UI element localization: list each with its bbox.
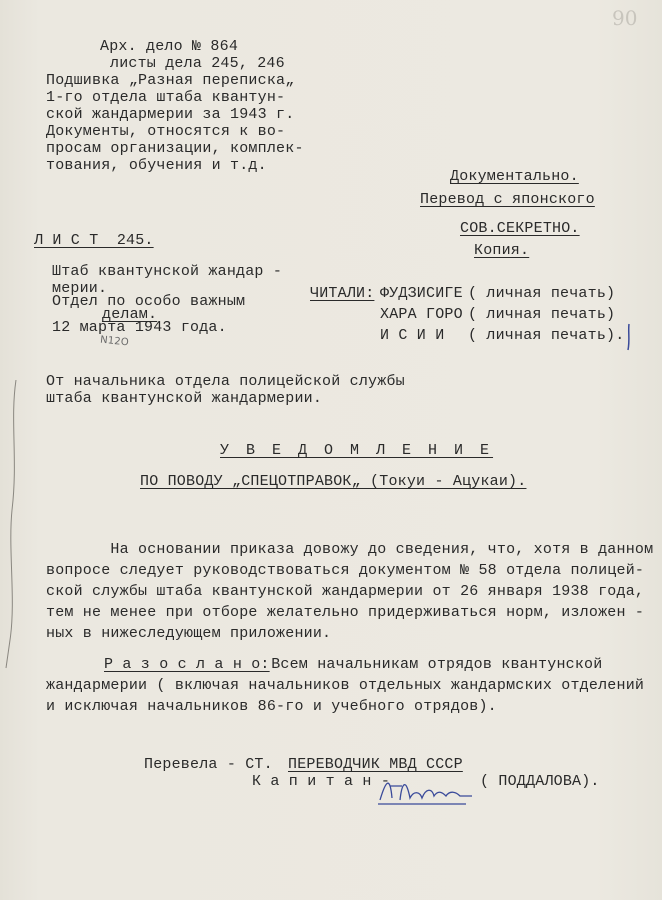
archive-line: ской жандармерии за 1943 г. <box>46 106 295 123</box>
body-line: тем не менее при отборе желательно придерживаться норм, изложен - <box>46 604 645 621</box>
notice-subtitle: ПО ПОВОДУ „СПЕЦОТПРАВОК„ (Токуи - Ацукаи). <box>140 473 527 490</box>
body-line: ской службы штаба квантунской жандармерии от 26 января 1938 года, <box>46 583 645 600</box>
signature <box>376 770 476 810</box>
distribution-line: Всем начальникам отрядов квантунской <box>262 656 603 673</box>
sender-line: делам. <box>102 306 158 323</box>
reader-seal: ( личная печать) <box>468 306 616 323</box>
archive-page-number: 90 <box>612 6 638 30</box>
reader-seal: ( личная печать) <box>468 285 616 302</box>
archive-line: Арх. дело № 864 <box>100 38 239 55</box>
documentary-label: Документально. <box>450 168 579 185</box>
reader-name: ХАРА ГОРО <box>380 306 463 323</box>
sender-line: Штаб квантунской жандар - <box>52 263 283 280</box>
handwritten-note: N12O <box>99 334 130 349</box>
body-line: вопросе следует руководствоваться документом № 58 отдела полицей- <box>46 562 645 579</box>
body-line: ных в нижеследующем приложении. <box>46 625 332 642</box>
archive-line: 1-го отдела штаба квантун- <box>46 89 286 106</box>
translator-title: ПЕРЕВОДЧИК МВД СССР <box>288 756 463 773</box>
body-line: На основании приказа довожу до сведения, что, хотя в данном <box>46 541 654 558</box>
archive-line: просам организации, комплек- <box>46 140 304 157</box>
sender-line: Отдел по особо важным <box>52 293 246 310</box>
reader-name: И С И И <box>380 327 445 344</box>
classification-label: СОВ.СЕКРЕТНО. <box>460 220 580 237</box>
archive-line: листы дела 245, 246 <box>110 55 285 72</box>
reader-name: ФУДЗИСИГЕ <box>380 285 463 302</box>
distribution-label: Р а з о с л а н о: <box>104 656 270 673</box>
translator-name: ( ПОДДАЛОВА). <box>480 773 600 790</box>
archive-line: Документы, относятся к во- <box>46 123 286 140</box>
notice-title: У В Е Д О М Л Е Н И Е <box>220 442 494 459</box>
copy-label: Копия. <box>474 242 530 259</box>
translation-label: Перевод с японского <box>420 191 595 208</box>
margin-crease <box>0 380 22 670</box>
translator-rank: К а п и т а н - <box>252 773 391 790</box>
translator-prefix: Перевела - СТ. <box>144 756 283 773</box>
pen-mark <box>624 322 634 352</box>
sheet-label: Л И С Т 245. <box>34 232 154 249</box>
from-line: штаба квантунской жандармерии. <box>46 390 323 407</box>
readers-label: ЧИТАЛИ: <box>310 285 375 302</box>
sender-date: 12 марта 1943 года. <box>52 319 227 336</box>
from-line: От начальника отдела полицейской службы <box>46 373 405 390</box>
sender-line: мерии. <box>52 280 108 297</box>
distribution-line: жандармерии ( включая начальников отдельных жандармских отделений <box>46 677 645 694</box>
archive-line: Подшивка „Разная переписка„ <box>46 72 295 89</box>
distribution-line: и исключая начальников 86-го и учебного отрядов). <box>46 698 497 715</box>
reader-seal: ( личная печать). <box>468 327 625 344</box>
archive-line: тования, обучения и т.д. <box>46 157 267 174</box>
